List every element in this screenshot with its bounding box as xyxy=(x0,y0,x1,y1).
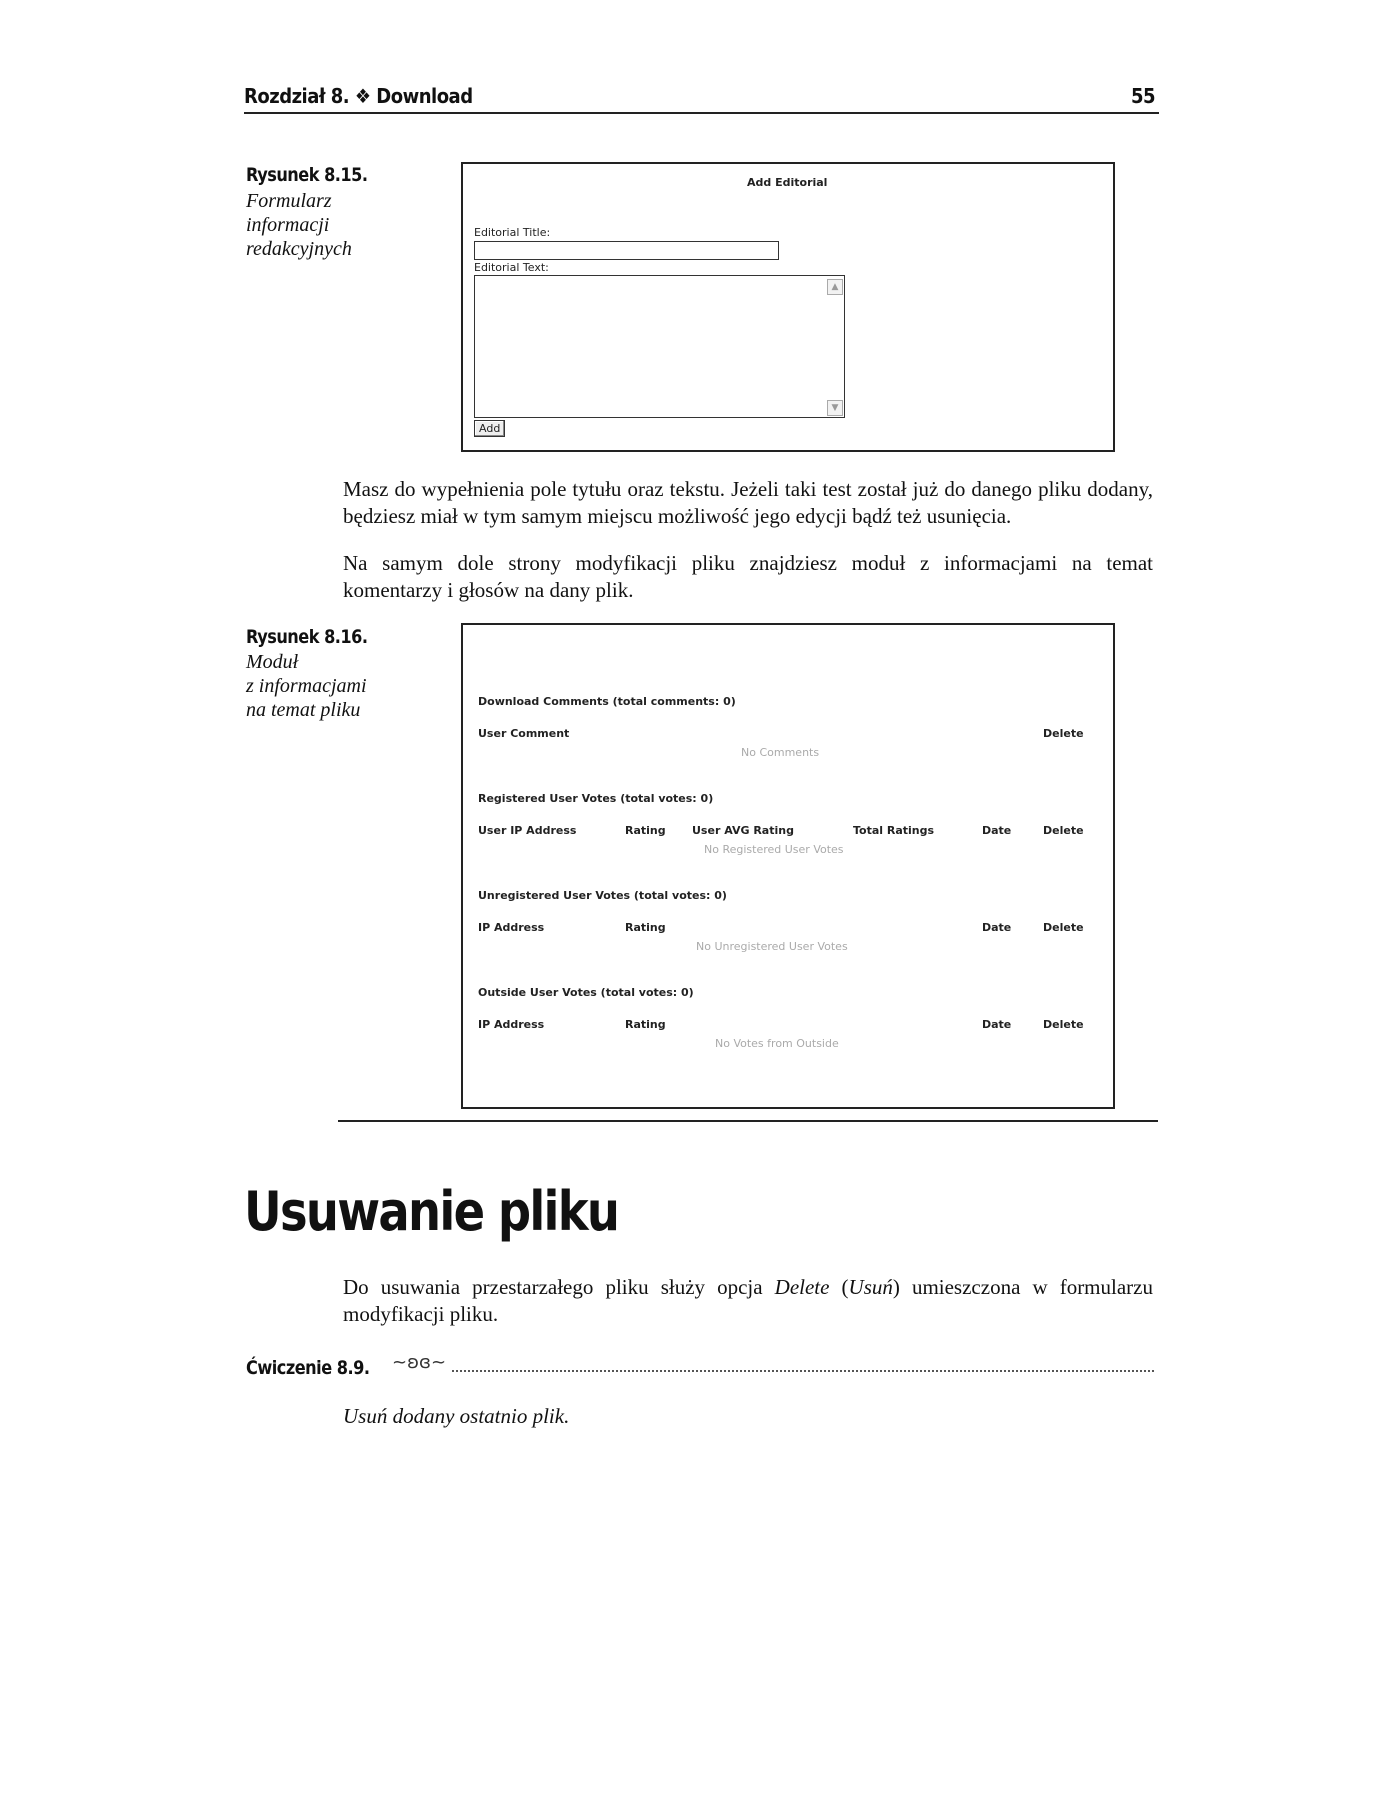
col-date: Date xyxy=(982,824,1012,837)
paragraph-2: Na samym dole strony modyfikacji pliku znajdziesz moduł z informacjami na temat komentarzy i głosów na dany plik. xyxy=(343,551,1153,602)
figure-caption-8-15: Formularz informacji redakcyjnych xyxy=(246,190,352,260)
page-number: 55 xyxy=(1131,84,1156,108)
editorial-text-label: Editorial Text: xyxy=(474,261,549,274)
col-total-ratings: Total Ratings xyxy=(853,824,935,837)
exercise-dotted-line xyxy=(452,1370,1154,1372)
exercise-label: Ćwiczenie 8.9. xyxy=(246,1357,370,1379)
figure-caption-8-16: Moduł z informacjami na temat pliku xyxy=(246,651,367,721)
exercise-ornament: ~ʚɞ~ xyxy=(392,1352,447,1373)
file-info-module-screenshot xyxy=(461,623,1115,1109)
no-registered-votes-text: No Registered User Votes xyxy=(704,843,844,856)
add-button[interactable]: Add xyxy=(474,420,505,437)
col-rating: Rating xyxy=(625,1018,666,1031)
col-user-comment: User Comment xyxy=(478,727,570,740)
col-date: Date xyxy=(982,1018,1012,1031)
col-user-ip-address: User IP Address xyxy=(478,824,577,837)
section-separator xyxy=(338,1120,1158,1122)
paragraph-3: Do usuwania przestarzałego pliku służy opcja Delete (Usuń) umieszczona w formularzu modyfikacji pliku. xyxy=(343,1275,1153,1326)
registered-votes-title: Registered User Votes (total votes: 0) xyxy=(478,792,714,805)
editorial-title-input[interactable] xyxy=(474,241,779,260)
figure-label-8-15: Rysunek 8.15. xyxy=(246,164,368,186)
col-delete: Delete xyxy=(1043,921,1084,934)
paragraph-1: Masz do wypełnienia pole tytułu oraz tekstu. Jeżeli taki test został już do danego pliku dodany, będziesz miał w tym samym miejscu możliwość jego edycji bądź też usunięcia. xyxy=(343,477,1153,528)
figure-label-8-16: Rysunek 8.16. xyxy=(246,626,368,648)
header-rule xyxy=(244,112,1159,114)
col-delete: Delete xyxy=(1043,824,1084,837)
add-editorial-title: Add Editorial xyxy=(747,176,828,189)
editorial-text-textarea[interactable] xyxy=(474,275,845,418)
add-editorial-screenshot xyxy=(461,162,1115,452)
col-delete: Delete xyxy=(1043,1018,1084,1031)
running-header-chapter: Rozdział 8. ❖ Download xyxy=(244,84,473,108)
exercise-task: Usuń dodany ostatnio plik. xyxy=(343,1404,570,1428)
col-ip-address: IP Address xyxy=(478,921,545,934)
col-delete: Delete xyxy=(1043,727,1084,740)
col-ip-address: IP Address xyxy=(478,1018,545,1031)
no-outside-votes-text: No Votes from Outside xyxy=(715,1037,839,1050)
no-unregistered-votes-text: No Unregistered User Votes xyxy=(696,940,848,953)
section-heading: Usuwanie pliku xyxy=(244,1180,619,1243)
editorial-title-label: Editorial Title: xyxy=(474,226,551,239)
col-user-avg-rating: User AVG Rating xyxy=(692,824,794,837)
scroll-down-icon[interactable]: ▼ xyxy=(827,400,843,416)
outside-votes-title: Outside User Votes (total votes: 0) xyxy=(478,986,694,999)
col-rating: Rating xyxy=(625,921,666,934)
col-rating: Rating xyxy=(625,824,666,837)
col-date: Date xyxy=(982,921,1012,934)
scroll-up-icon[interactable]: ▲ xyxy=(827,279,843,295)
unregistered-votes-title: Unregistered User Votes (total votes: 0) xyxy=(478,889,727,902)
comments-section-title: Download Comments (total comments: 0) xyxy=(478,695,736,708)
no-comments-text: No Comments xyxy=(741,746,820,759)
